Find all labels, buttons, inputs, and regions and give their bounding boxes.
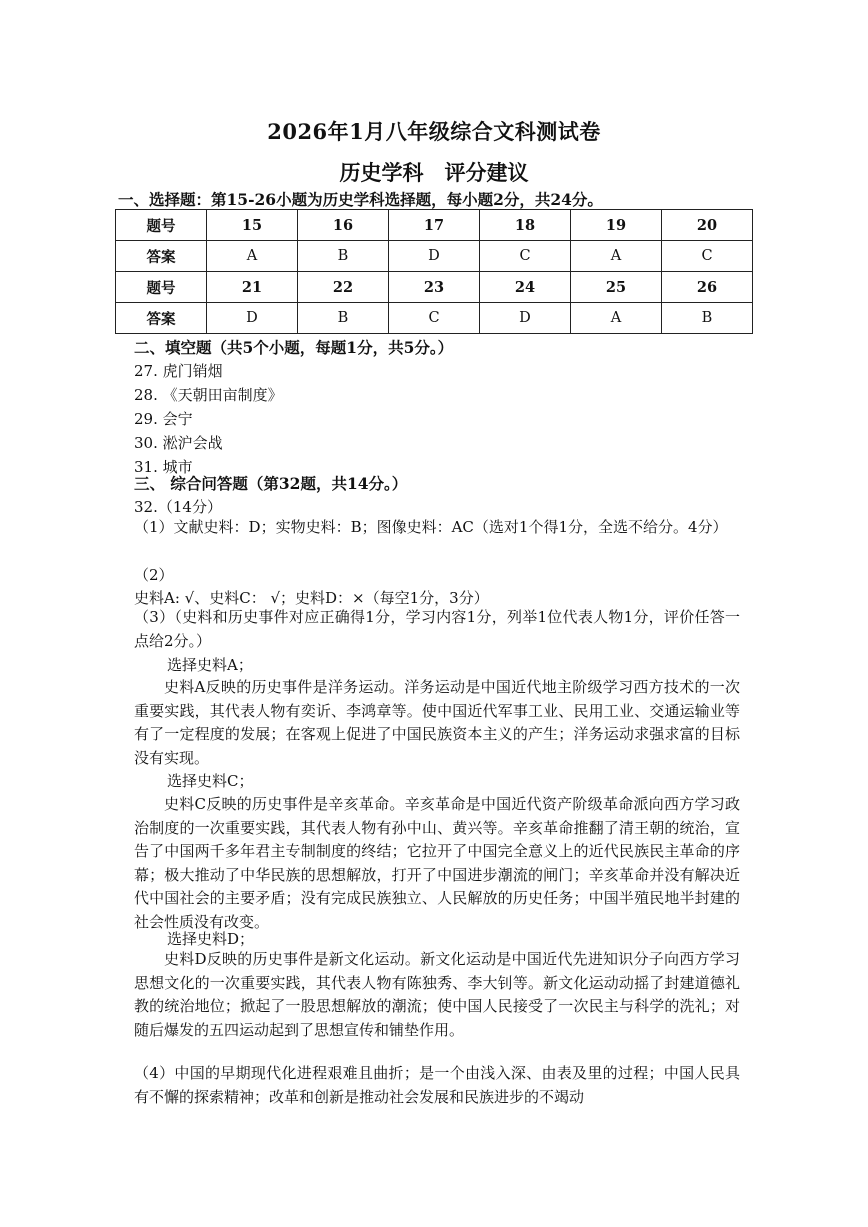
table-cell: 21 (207, 272, 298, 303)
table-cell: 25 (571, 272, 662, 303)
fill-answer-28: 28. 《天朝田亩制度》 (134, 386, 283, 404)
table-cell: 15 (207, 210, 298, 241)
answer-source-d: 史料D反映的历史事件是新文化运动。新文化运动是中国近代先进知识分子向西方学习思想文化的一次重要实践，其代表人物有陈独秀、李大钊等。新文化运动动摇了封建道德礼教的统治地位；掀起了一股思想解放的潮流；使中国人民接受了一次民主与科学的洗礼；对随后爆发的五四运动起到了思想宣传和铺垫作用。 (134, 950, 740, 1039)
table-cell: D (480, 303, 571, 334)
q32-part4: （4）中国的早期现代化进程艰难且曲折；是一个由浅入深、由表及里的过程；中国人民具有不懈的探索精神；改革和创新是推动社会发展和民族进步的不竭动 (134, 1064, 740, 1106)
fill-answer-29: 29. 会宁 (134, 410, 193, 428)
table-row (116, 303, 753, 334)
table-row (116, 241, 753, 272)
q32-part2-heading: （2） (134, 566, 174, 584)
answer-source-c: 史料C反映的历史事件是辛亥革命。辛亥革命是中国近代资产阶级革命派向西方学习政治制度的一次重要实践，其代表人物有孙中山、黄兴等。辛亥革命推翻了清王朝的统治，宣告了中国两千多年君主专制制度的终结；它拉开了中国完全意义上的近代民族民主革命的序幕；极大推动了中华民族的思想解放，打开了中国进步潮流的闸门；辛亥革命并没有解决近代中国社会的主要矛盾；没有完成民族独立、人民解放的历史任务；中国半殖民地半封建的社会性质没有改变。 (134, 795, 740, 931)
question-number-label: 题号 (116, 210, 207, 241)
table-row (116, 210, 753, 241)
table-cell: D (207, 303, 298, 334)
answer-label: 答案 (116, 303, 207, 334)
q32-part3-rubric: （3）（史料和历史事件对应正确得1分，学习内容1分，列举1位代表人物1分，评价任答一点给2分。） (134, 608, 740, 650)
answer-label: 答案 (116, 241, 207, 272)
table-cell: 17 (389, 210, 480, 241)
table-cell: 19 (571, 210, 662, 241)
q32-part1: （1）文献史料：D；实物史料：B；图像史料：AC（选对1个得1分，全选不给分。4分） (134, 518, 728, 536)
table-cell: A (571, 303, 662, 334)
answer-table (115, 209, 753, 334)
q32-heading: 32.（14分） (134, 498, 222, 516)
table-cell: C (662, 241, 753, 272)
question-number-label: 题号 (116, 272, 207, 303)
choose-source-d: 选择史料D； (167, 930, 255, 948)
table-cell: 24 (480, 272, 571, 303)
table-cell: C (480, 241, 571, 272)
q32-part2: 史料A: √、史料C： √；史料D：×（每空1分，3分） (134, 589, 489, 607)
fill-answer-30: 30. 淞沪会战 (134, 434, 223, 452)
section-3-heading: 三、 综合问答题（第32题，共14分。） (134, 474, 408, 493)
table-cell: 22 (298, 272, 389, 303)
table-cell: 16 (298, 210, 389, 241)
table-cell: C (389, 303, 480, 334)
fill-answer-31: 31. 城市 (134, 458, 193, 476)
exam-title: 2026年1月八年级综合文科测试卷 (267, 119, 601, 144)
table-cell: A (207, 241, 298, 272)
table-cell: 26 (662, 272, 753, 303)
subject-subtitle: 历史学科 评分建议 (339, 160, 529, 185)
table-cell: D (389, 241, 480, 272)
choose-source-a: 选择史料A； (167, 656, 253, 674)
table-row (116, 272, 753, 303)
table-cell: A (571, 241, 662, 272)
table-cell: B (298, 241, 389, 272)
section-1-heading: 一、选择题：第15-26小题为历史学科选择题，每小题2分，共24分。 (118, 190, 603, 209)
table-cell: 20 (662, 210, 753, 241)
table-cell: 23 (389, 272, 480, 303)
choose-source-c: 选择史料C； (167, 772, 254, 790)
table-cell: B (298, 303, 389, 334)
table-cell: 18 (480, 210, 571, 241)
fill-answer-27: 27. 虎门销烟 (134, 362, 223, 380)
section-2-heading: 二、填空题（共5个小题，每题1分，共5分。） (134, 338, 454, 357)
table-cell: B (662, 303, 753, 334)
answer-source-a: 史料A反映的历史事件是洋务运动。洋务运动是中国近代地主阶级学习西方技术的一次重要实践，其代表人物有奕䜣、李鸿章等。使中国近代军事工业、民用工业、交通运输业等有了一定程度的发展；在客观上促进了中国民族资本主义的产生；洋务运动求强求富的目标没有实现。 (134, 678, 740, 767)
